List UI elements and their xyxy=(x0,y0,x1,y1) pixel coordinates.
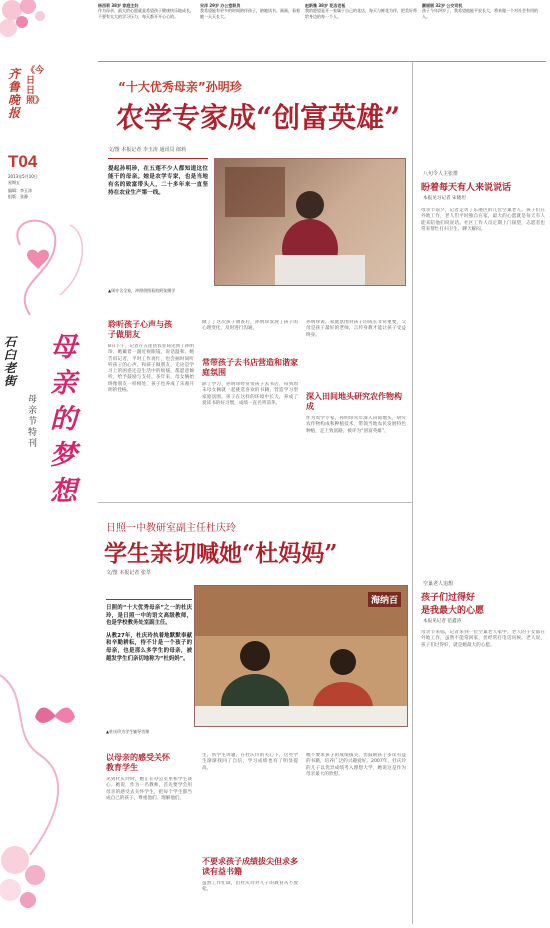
top-column-body: 我希望能有更多的时间陪伴孩子，陪她读书、画画，看着她一天天长大。 xyxy=(200,8,300,19)
body-text-block: 见到杜庆玲时，她正在办公室里和学生谈心。她说，作为一名教师，首先要学会用母亲的感受去关怀学生，把每个学生都当成自己的孩子，尊重他们、理解他们。 xyxy=(106,777,192,801)
logo: 石臼老街 xyxy=(4,335,17,388)
subhead: 不要求孩子成绩拔尖但求多读有益书籍 xyxy=(202,857,298,876)
article-photo xyxy=(194,585,408,727)
body-text-block: 她不要求孩子的成绩拔尖，但鼓励孩子多读有益的书籍，培养广泛的兴趣爱好。2007年，杜庆玲的儿子以优异成绩考入理想大学，她说这是作为母亲最大的欣慰。 xyxy=(306,753,406,777)
photo-caption: ▲杜庆玲为学生辅导功课 xyxy=(106,729,150,734)
right-headline-2a: 孩子们过得好 xyxy=(421,593,476,603)
flower-icon xyxy=(0,0,60,60)
article-byline: 文/图 本报记者 李玉涛 通讯员 郎莉 xyxy=(108,147,187,153)
article-kicker: “十大优秀母亲”孙明珍 xyxy=(118,80,242,94)
article-1 xyxy=(98,62,412,502)
article-headline: 学生亲切喊她“杜妈妈” xyxy=(104,540,338,567)
right-body-2: 母亲节来临，记者来到一位空巢老人家中。老人的子女都在外地工作，虽然不能常回家，但经常打电话问候。老人说，孩子们过得好，就是她最大的心愿。 xyxy=(421,630,545,648)
top-strip xyxy=(60,0,546,60)
subhead: 深入田间地头研究农作物构成 xyxy=(306,392,402,411)
left-rail xyxy=(0,0,98,924)
article-lead: 提起孙明珍，在五莲不少人都知道这位能干的母亲。她是农学专家，也是当地有名的致富带头人，二十多年来一直坚持在农业生产第一线。 xyxy=(108,166,208,196)
top-column-body: 我的愿望是开一家属于自己的花店，每天与鲜花为伴，把美好带给身边的每一个人。 xyxy=(305,8,417,19)
section-title: 母亲的梦想 xyxy=(50,332,77,507)
body-text-block: 作为农学专家，孙明珍常年深入田间地头，研究农作物构成和种植技术，带领当地农民发展特色种植，走上致富路，被评为“创富英雄”。 xyxy=(306,416,406,434)
top-column-author: 颜丽丽 32岁 公交司机 xyxy=(422,3,463,8)
right-column xyxy=(412,62,550,924)
section-subtitle: 母亲节特刊 xyxy=(28,395,38,449)
top-column-author: 赵新雅 38岁 花店老板 xyxy=(305,3,346,8)
article-photo xyxy=(214,158,406,286)
column-c xyxy=(306,320,406,512)
article-byline: 文/图 本报记者 张萃 xyxy=(106,570,151,576)
subhead: 聆听孩子心声与孩子做朋友 xyxy=(108,320,172,339)
article-headline: 农学专家成“创富英雄” xyxy=(116,101,401,134)
photo-classroom-icon xyxy=(195,586,407,726)
column-c xyxy=(306,753,406,921)
issue-date: 2013年5月10日 xyxy=(8,174,38,179)
top-column-author: 杨西莉 38岁 家庭主妇 xyxy=(98,3,139,8)
body-text-block: 除了学习，孙明珍经常带孩子去书店，每到周末母女俩就一起挑选喜欢的书籍，营造学习型家庭氛围。孩子在这样的环境中长大，养成了爱读书的好习惯，成绩一直名列前茅。 xyxy=(202,382,298,406)
photo-sign: 海纳百 xyxy=(368,592,401,607)
top-column-1 xyxy=(98,3,196,19)
butterfly-decoration xyxy=(0,655,98,924)
editor-line: 编辑：李玉涛 xyxy=(8,188,32,193)
body-text-block: 虽然工作忙碌，但杜庆玲对儿子的教育从不放松。 xyxy=(202,881,298,893)
design-line: 组版：张静 xyxy=(8,194,28,199)
right-headline-2b: 是我最大的心愿 xyxy=(421,606,485,616)
photo-caption: ▲周亦含全家，冲照供图看拍阿张摄学 xyxy=(108,288,176,293)
lead-box xyxy=(108,158,208,269)
edition-tag: 《今日日照》 xyxy=(26,66,45,106)
heart-icon xyxy=(0,205,98,335)
flower-decoration xyxy=(0,0,60,60)
column-a xyxy=(106,753,192,915)
column-b xyxy=(202,320,298,502)
subhead: 以母亲的感受关怀教育学生 xyxy=(106,753,170,772)
body-text-block: 做了了这次孩子调查后，孙明珍发现了孩子的心理变化，及时进行沟通。 xyxy=(202,320,298,332)
right-headline: 盼着每天有人来说说话 xyxy=(421,183,512,193)
article-lead-2: 从教27年，杜庆玲执着地默默奉献和辛勤耕耘，待不计是一个孩子的母亲，也是那么多学生的母亲，被越发学生们亲切地称为“杜妈妈”。 xyxy=(106,632,192,662)
column-a xyxy=(108,320,194,504)
top-column-author: 宋洋 29岁 办公室职员 xyxy=(200,3,241,8)
body-text-block: 孙明珍说，家庭氛围对孩子的成长非常重要，父母是孩子最好的老师，言传身教才能让孩子受益终身。 xyxy=(306,320,406,338)
subhead: 常带孩子去书店营造和谐家庭氛围 xyxy=(202,358,298,377)
issue-weekday: 星期五 xyxy=(8,180,20,185)
paper-name: 齐鲁晚报 xyxy=(8,67,21,120)
top-column-2 xyxy=(200,3,300,19)
right-label-2: 空巢老人追想 xyxy=(423,581,454,587)
right-byline: 本报见习记者 宋晓坦 xyxy=(423,196,466,201)
top-column-4 xyxy=(422,3,544,19)
top-column-3 xyxy=(305,3,417,19)
body-text-block: 生，帮学生讲题，在杜庆玲的关心下，这些学生渐渐找回了自信，学习成绩也有了明显提高。 xyxy=(202,753,298,771)
body-text-block: 8日下午，记者在五莲县农业局见到了孙明珍，她戴着一副近视眼镜，说话温和。她告诉记者，平时工作再忙，也会抽时间听听孩子的心声，和孩子做朋友，无论是学习上的困惑还是生活中的烦恼，都愿意倾听，给予鼓励与支持。多年来，母女俩始终像朋友一样相处，孩子也养成了乐观开朗的性格。 xyxy=(108,344,194,394)
photo-portrait-icon xyxy=(215,159,405,285)
top-column-body: 作为母亲，最大的心愿就是希望孩子健康快乐地成长，不要有太大的学习压力，每天都开开心心的。 xyxy=(98,8,194,19)
article-2 xyxy=(98,502,412,925)
lead-box xyxy=(106,599,192,740)
page-number: T04 xyxy=(8,152,38,171)
top-column-body: 孩子今年四岁了，我希望他能平安长大，将来做一个对社会有用的人。 xyxy=(422,8,538,19)
right-body-1: 母亲节前夕，记者走访了东港区的几位空巢老人。孩子们在外地工作，老人们平时独自在家，最大的心愿就是每天有人能来陪他们说说话。社区工作人员定期上门探望，志愿者也常来帮忙打扫卫生、聊天解闷。 xyxy=(421,208,545,232)
heart-swirl xyxy=(0,205,98,335)
right-label: 八句令人主张排 xyxy=(423,171,459,177)
right-byline-2: 本报见记者 范鑫涛 xyxy=(423,619,462,624)
article-lead: 日照的“十大优秀母亲”之一的杜庆玲，是日照一中的语文高级教师，也是学校教务处室副主任。 xyxy=(106,605,192,627)
butterfly-icon xyxy=(0,655,98,924)
column-b xyxy=(202,753,298,921)
article-kicker: 日照一中教研室副主任杜庆玲 xyxy=(106,523,236,534)
